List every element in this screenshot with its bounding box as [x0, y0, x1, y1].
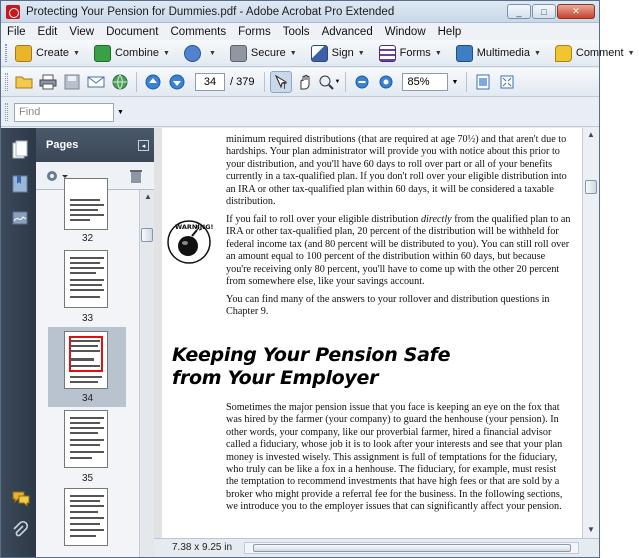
navigation-toolbar	[1, 68, 599, 97]
document-scroll-thumb[interactable]	[585, 180, 597, 194]
envelope-icon	[87, 75, 105, 89]
window-title: Protecting Your Pension for Dummies.pdf - Adobe Acrobat Pro Extended	[26, 5, 395, 18]
comment-button[interactable]	[551, 42, 639, 64]
pages-panel	[36, 128, 154, 557]
globe-icon	[111, 73, 129, 91]
document-view	[154, 128, 599, 557]
full-screen-button[interactable]	[496, 71, 518, 93]
find-dropdown-icon[interactable]: ▼	[117, 108, 124, 116]
toolbar-grip[interactable]	[5, 103, 8, 121]
print-button[interactable]	[37, 71, 59, 93]
page-total-count: / 379	[230, 76, 255, 88]
forms-icon	[379, 45, 396, 62]
window-controls	[507, 4, 595, 19]
chevron-down-icon: ▼	[434, 49, 442, 57]
combine-icon	[94, 45, 111, 62]
paragraph-rollover-part1: If you fail to roll over your eligible distribution	[226, 214, 421, 225]
zoom-level-input[interactable]: 85%	[402, 73, 448, 91]
emphasis-directly: directly	[420, 214, 452, 225]
pages-panel-header	[36, 128, 154, 162]
magnifier-icon	[318, 74, 334, 90]
zoom-in-icon	[379, 75, 393, 89]
find-toolbar	[1, 98, 599, 127]
attachments-icon[interactable]	[11, 522, 29, 540]
next-page-button[interactable]	[166, 71, 188, 93]
page-edge-shadow	[154, 128, 162, 538]
maximize-button[interactable]: □	[532, 4, 556, 19]
menu-window[interactable]: Window	[384, 25, 426, 38]
folder-icon	[15, 74, 33, 90]
forms-button[interactable]	[375, 42, 446, 64]
page-size-readout: 7.38 x 9.25 in	[172, 542, 233, 553]
collaborate-button[interactable]	[180, 42, 220, 64]
hand-icon	[297, 74, 313, 90]
navigation-pane-bar	[1, 128, 36, 557]
open-button[interactable]	[13, 71, 35, 93]
comment-icon	[555, 45, 572, 62]
chevron-down-icon: ▼	[533, 49, 541, 57]
page-thumbnails-list	[36, 190, 139, 557]
pen-icon	[311, 45, 328, 62]
zoom-in-button[interactable]	[375, 71, 397, 93]
chevron-down-icon: ▼	[208, 49, 216, 57]
chevron-down-icon: ▼	[73, 49, 80, 57]
scroll-up-arrow-icon[interactable]: ▲	[144, 192, 152, 201]
save-button[interactable]	[61, 71, 83, 93]
combine-button[interactable]	[90, 42, 174, 64]
forms-label: Forms	[399, 47, 431, 59]
sign-button[interactable]	[307, 42, 369, 64]
chevron-down-icon: ▼	[289, 49, 297, 57]
scroll-up-arrow-icon[interactable]: ▲	[587, 130, 595, 139]
fit-page-icon	[476, 74, 490, 90]
trash-icon[interactable]	[129, 168, 143, 184]
warning-icon-label: WARNING!	[175, 223, 214, 231]
paragraph-distributions: minimum required distributions (that are required at age 70½) and that aren't due to hardships. Your plan administrator will provide you with notice about this prior to your distribution, and you'll have 60 days to roll over part or all of your benefits currently in a tax-qualified plan. If you don't roll over your eligible distribution into an IRA or other tax-qualified plan within 60 days, it will be considered a taxable distribution.	[226, 134, 567, 208]
floppy-disk-icon	[64, 74, 80, 90]
create-label: Create	[36, 47, 70, 59]
paragraph-rollover-part2: from the qualified plan to an IRA or other tax-qualified plan, 20 percent of the distribution will be withheld for federal income tax (and 80 percent will be distributed to you). You can still roll over an amount equal to 100 percent of the distribution within 60 days, but because you're receiving only 80 percent, you'll have to come up with the other 20 percent from somewhere else, like your savings account.	[226, 214, 571, 288]
zoom-dropdown-icon[interactable]: ▼	[451, 78, 459, 86]
pages-icon[interactable]	[11, 140, 29, 158]
section-heading-line-2: from Your Employer	[172, 367, 379, 389]
svg-text:T: T	[282, 82, 288, 91]
title-bar	[1, 1, 599, 23]
secure-button[interactable]	[226, 42, 301, 64]
toolbar-grip[interactable]	[5, 73, 8, 91]
thumbnail-page-number: 34	[81, 393, 94, 404]
close-button[interactable]: ✕	[557, 4, 595, 19]
select-tool-button[interactable]	[270, 71, 292, 93]
toolbar-separator	[466, 72, 467, 92]
acrobat-app-icon[interactable]	[6, 5, 20, 19]
create-button[interactable]	[11, 42, 84, 64]
document-vertical-scrollbar[interactable]	[582, 128, 599, 538]
secure-label: Secure	[250, 47, 286, 59]
expand-icon	[499, 74, 515, 90]
collaborate-web-button[interactable]	[109, 71, 131, 93]
tasks-toolbar	[1, 40, 635, 67]
menu-tools[interactable]: Tools	[282, 25, 310, 38]
toolbar-grip[interactable]	[5, 44, 7, 62]
paragraph-rollover-warning	[226, 214, 571, 288]
menu-document[interactable]: Document	[106, 25, 159, 38]
page-thumbnail-image	[64, 178, 108, 230]
minimize-button[interactable]: _	[507, 4, 531, 19]
paragraph-chapter-reference: You can find many of the answers to your rollover and distribution questions in Chapter 9.	[226, 294, 550, 318]
multimedia-button[interactable]	[452, 42, 545, 64]
section-heading-line-1: Keeping Your Pension Safe	[172, 344, 451, 366]
thumbnails-scrollbar[interactable]	[139, 190, 154, 557]
collapse-panel-button[interactable]: ◂	[138, 140, 149, 151]
menu-bar	[1, 23, 599, 40]
menu-help[interactable]: Help	[437, 25, 462, 38]
comment-label: Comment	[575, 47, 624, 59]
toolbar-separator	[264, 72, 265, 92]
menu-file[interactable]: File	[7, 25, 26, 38]
page-thumbnail-image	[64, 410, 108, 468]
thumbnail-page-number: 35	[81, 473, 94, 484]
section-heading	[172, 344, 472, 390]
chevron-down-icon: ▼	[163, 49, 170, 57]
thumbnails-scroll-thumb[interactable]	[141, 228, 153, 242]
page-thumbnail-image	[64, 331, 108, 389]
fit-page-button[interactable]	[472, 71, 494, 93]
menu-forms[interactable]: Forms	[238, 25, 271, 38]
pages-panel-title: Pages	[46, 139, 79, 151]
arrow-up-icon	[145, 74, 161, 90]
menu-view[interactable]: View	[69, 25, 95, 38]
multimedia-label: Multimedia	[476, 47, 530, 59]
lock-icon	[230, 45, 247, 62]
zoom-out-button[interactable]	[351, 71, 373, 93]
arrow-down-icon	[169, 74, 185, 90]
thumbnail-page-number: 33	[81, 313, 94, 324]
collaborate-icon	[184, 45, 201, 62]
menu-comments[interactable]: Comments	[170, 25, 227, 38]
comments-pane-icon[interactable]	[11, 490, 29, 508]
hand-tool-button[interactable]	[294, 71, 316, 93]
printer-icon	[39, 74, 57, 90]
bookmarks-icon[interactable]	[11, 174, 29, 192]
text-cursor-icon	[273, 74, 289, 90]
sign-label: Sign	[331, 47, 354, 59]
marquee-zoom-button[interactable]	[318, 71, 340, 93]
menu-edit[interactable]: Edit	[37, 25, 58, 38]
scroll-down-arrow-icon[interactable]: ▼	[587, 525, 595, 534]
previous-page-button[interactable]	[142, 71, 164, 93]
multimedia-icon	[456, 45, 473, 62]
page-thumbnail-image	[64, 488, 108, 546]
create-icon	[15, 45, 32, 62]
find-input[interactable]: Find	[14, 103, 114, 122]
page-thumbnail-image	[64, 250, 108, 308]
chevron-down-icon: ▼	[334, 79, 341, 85]
toolbar-separator	[345, 72, 346, 92]
email-button[interactable]	[85, 71, 107, 93]
document-horizontal-scrollbar[interactable]	[244, 542, 579, 554]
zoom-out-icon	[355, 75, 369, 89]
warning-bomb-icon	[164, 216, 214, 264]
paragraph-fiduciary: Sometimes the major pension issue that you face is keeping an eye on the fox that was hired by the farmer (your company) to guard the henhouse (your pension). In other words, your company, like our proverbial farmer, hired a financial advisor called a fiduciary, whose job it is to look after your interests and see that your plan money is invested wisely. This assignment is full of temptations for the fiduciary, who truly can be like a fox in a henhouse. The fiduciary, for example, must resist the temptation to recommend investments that have high fees or that are sold by a broker who might provide a referral fee for the business. In the following sections, we introduce you to the employer issues that can significantly affect your pension.	[226, 402, 563, 513]
menu-advanced[interactable]: Advanced	[321, 25, 373, 38]
horizontal-scroll-thumb[interactable]	[253, 544, 571, 552]
toolbar-separator	[136, 72, 137, 92]
chevron-down-icon: ▼	[357, 49, 365, 57]
status-bar	[154, 538, 599, 557]
page-number-input[interactable]: 34	[195, 73, 225, 91]
signatures-icon[interactable]	[11, 208, 29, 226]
chevron-down-icon: ▼	[627, 49, 635, 57]
thumbnail-page-number: 32	[81, 233, 94, 244]
combine-label: Combine	[114, 47, 159, 59]
